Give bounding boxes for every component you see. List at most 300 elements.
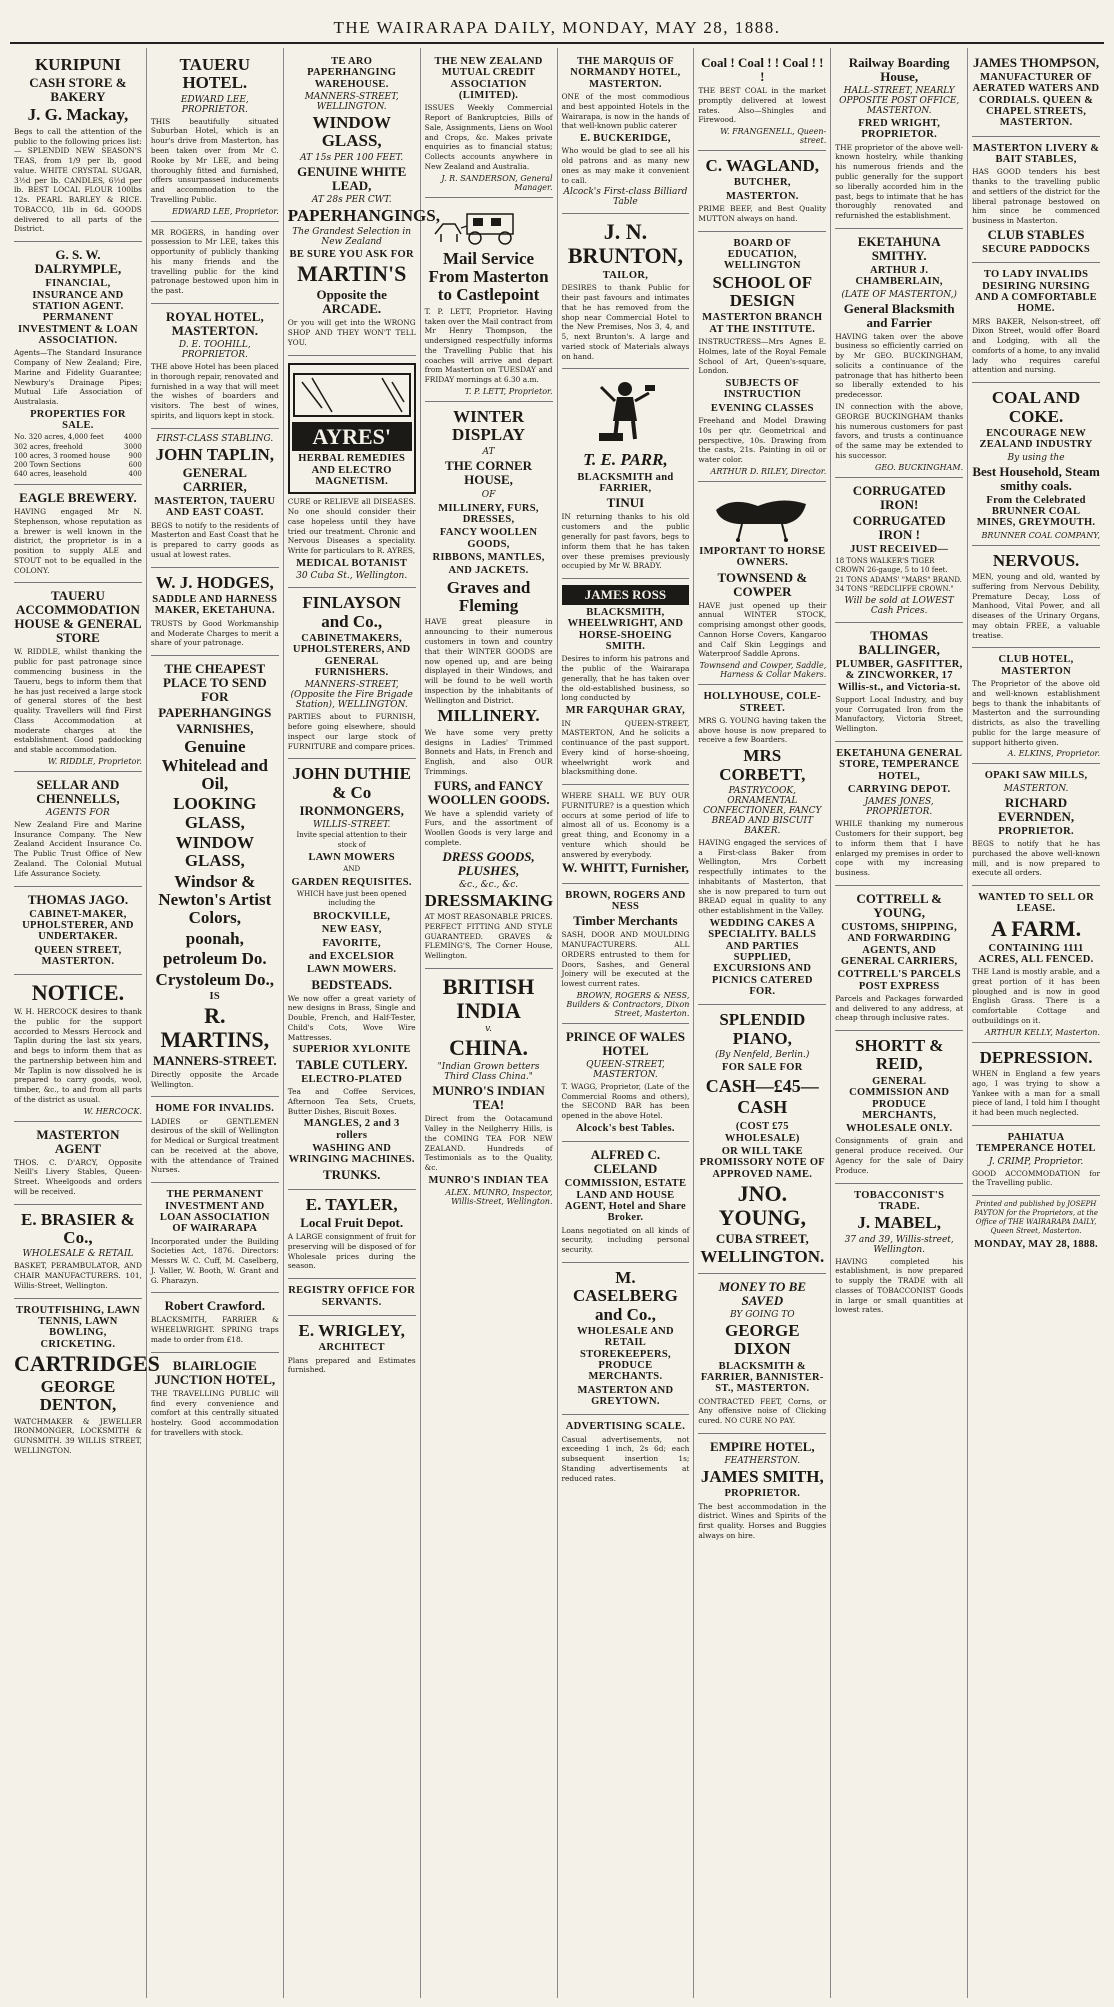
corbett-body: MRS G. YOUNG having taken the above house is now prepared to receive a few Boarders. [698, 715, 827, 745]
ayres-sub: HERBAL REMEDIES AND ELECTRO MAGNETISM. [298, 453, 406, 487]
trout-title: TROUTFISHING, LAWN TENNIS, LAWN BOWLING, CRICKETING. [16, 1304, 140, 1350]
crawford-title: Robert Crawford. [164, 1298, 265, 1314]
saddle-icon [702, 490, 822, 542]
ad-brunton [562, 214, 690, 369]
club-stables: CLUB STABLES [987, 226, 1085, 242]
agent-body: THOS. C. D'ARCY, Opposite Neill's Livery Stables, Queen-Street. Wheelgoods and orders will be received. [14, 1157, 142, 1196]
wagland-body: PRIME BEEF, and Best Quality MUTTON always on hand. [698, 204, 827, 223]
column-8 [968, 48, 1104, 1998]
looking-glass: LOOKING GLASS, [173, 794, 257, 832]
assoc-body: ISSUES Weekly Commercial Report of Bankruptcies, Bills of Sale, Assignments, Liens on Wool and Crops, &c. Makes private enquiries as to financial status; Collects accounts anywhere in New Zealand and Australia. [424, 103, 553, 171]
martins-title: R. MARTINS, [160, 1003, 270, 1052]
furs-title: FURS, and FANCY WOOLLEN GOODS. [427, 777, 550, 807]
cutlery-title: TABLE CUTLERY. [295, 1056, 408, 1072]
martins-big: MARTIN'S [297, 261, 407, 287]
mail-title: Mail Service From Masterton to Castlepoint [428, 248, 549, 305]
mail-body: T. P. LETT, Proprietor. Having taken over the Mail contract from Mr Henry Thompson, the undersigned respectfully informs the Travelling Public that his coaches will arrive and depart from Masterton on TUESDAY and FRIDAY mornings at 6.30 a.m. [424, 306, 553, 385]
ad-dalrymple [14, 242, 142, 485]
ad-depression [972, 1043, 1100, 1126]
wrigley-body: Plans prepared and Estimates furnished. [287, 1355, 416, 1375]
graves-body: HAVE great pleasure in announcing to their numerous customers in town and country that their WINTER GOODS are now opened up, and are being displayed in their Windows, and will be found to be well worth inspection by the inhabitants of Wellington and District. [424, 617, 553, 705]
ad-farm [972, 886, 1100, 1043]
kuripuni-sub: CASH STORE & BAKERY [29, 75, 127, 105]
ad-whitt [562, 785, 690, 883]
coal-body: THE BEST COAL in the market promptly delivered at lowest rates. Also—Shingles and Firewood. [698, 86, 827, 125]
mackay-name: J. G. Mackay, [27, 105, 129, 125]
varnishes: VARNISHES, [176, 721, 254, 737]
finlayson-sub: CABINETMAKERS, UPHOLSTERERS, AND GENERAL FURNISHERS. [292, 632, 411, 678]
coach-icon [429, 206, 549, 246]
farm-body: THE Land is mostly arable, and a great portion of it has been ploughed and is now in good English Grass. There is a comfortable Cottage and outbuildings on it. [972, 967, 1100, 1026]
ad-mutual-credit [425, 50, 553, 198]
coal-coke-best: Best Household, Steam smithy coals. [972, 463, 1100, 493]
chamberlain-body: HAVING taken over the above business so efficiently carried on by Mr GEO. BUCKINGHAM, solicits a continuance of the patronage that has hitherto been so liberally extended to his predecessor. [835, 331, 964, 400]
electro-body: Tea and Coffee Services, Afternoon Tea Sets, Cruets, Butter Dishes, Biscuit Boxes. [287, 1087, 416, 1116]
ad-coal-coke [972, 383, 1100, 545]
ayres-addr: 30 Cuba St., Wellington. [296, 571, 408, 582]
rogers-sub: Timber Merchants [573, 913, 678, 929]
blacksmith-figure-icon [585, 377, 665, 447]
prince-tables: Alcock's best Tables. [576, 1122, 675, 1134]
subjects-title: SUBJECTS OF INSTRUCTION [723, 378, 802, 401]
ad-taueru-accommodation [14, 583, 142, 772]
columns [10, 48, 1104, 1998]
taueru-acc-title: TAUERU ACCOMMODATION HOUSE & GENERAL STORE [14, 588, 142, 646]
corner-title: THE CORNER HOUSE, [445, 457, 533, 487]
ad-dixon [698, 1274, 826, 1434]
window-title: WINDOW GLASS, [312, 112, 391, 151]
whitelead: Genuine Whitelead and Oil, [161, 737, 268, 793]
ad-livery-stables [972, 137, 1100, 264]
ballinger-body: Support Local Industry, and buy your Corrugated Iron from the Manufactory, Victoria Street, Wellington. [835, 694, 964, 734]
ad-opaki-mills [972, 764, 1100, 886]
registry-title: REGISTRY OFFICE FOR SERVANTS. [288, 1285, 416, 1308]
properties-list [14, 433, 142, 478]
cleland-sub: COMMISSION, ESTATE LAND AND HOUSE AGENT, Hotel and Share Broker. [564, 1178, 687, 1224]
chamberlain-late: (LATE OF MASTERTON,) [841, 289, 957, 300]
assoc-title: THE NEW ZEALAND MUTUAL CREDIT ASSOCIATION (LIMITED). [434, 56, 543, 101]
property-row: No. 320 acres, 4,000 feet 4000 [14, 433, 142, 442]
young-sub: CUBA STREET, [715, 1230, 809, 1246]
townsend-sig: Townsend and Cowper, Saddle, Harness & Collar Makers. [699, 661, 827, 680]
cheapest-title: THE CHEAPEST PLACE TO SEND FOR [163, 661, 267, 705]
ad-duthie [288, 759, 416, 1189]
list-item: Invite special attention to their stock of [296, 831, 407, 849]
list-item: WHICH have just been opened including the [296, 890, 407, 908]
masthead [10, 14, 1104, 44]
bedsteads-title: BEDSTEADS. [311, 976, 392, 992]
thompson-sub: MANUFACTURER OF AERATED WATERS AND CORDIALS. QUEEN & CHAPEL STREETS, MASTERTON. [972, 72, 1100, 129]
jago-street: QUEEN STREET, MASTERTON. [34, 944, 122, 967]
hotel-body: THIS beautifully situated Suburban Hotel, which is an hour's drive from Masterton, has been taken over from Mr C. Rooke by Mr LEE, and being thoroughly fitted and furnished, offers unsurpassed inducements and accommodation to the Travelling Public. [150, 116, 279, 204]
mabel-body: HAVING completed his establishment, is now prepared to supply the TRADE with all classes of TOBACCONIST Goods in large or small quantities at lowest rates. [835, 1256, 964, 1315]
cleland-body: Loans negotiated on all kinds of security, including personal security. [561, 1225, 690, 1255]
ad-wrigley [288, 1316, 416, 1382]
trunks: TRUNKS. [322, 1166, 381, 1182]
xylonite-title: SUPERIOR XYLONITE [292, 1044, 411, 1056]
ad-school-of-design [698, 232, 826, 482]
graves-title: Graves and Fleming [446, 577, 531, 616]
dressmaking-title: DRESSMAKING [424, 890, 554, 910]
column-4 [421, 48, 558, 1998]
ayres-box [288, 363, 416, 495]
ad-mail-service [425, 198, 553, 402]
list-item: 18 TONS WALKER'S TIGER CROWN 26-gauge, 5 to 10 feet. [835, 557, 948, 575]
carrying-body: WHILE thanking my numerous Customers for their support, beg to inform them that I have enlarged my premises in order to cope with my increasing business. [835, 819, 964, 878]
paperhangings: PAPERHANGINGS [158, 705, 272, 721]
notice-sig: W. HERCOCK. [83, 1106, 142, 1116]
ad-mabel [835, 1184, 963, 1323]
shortt-sub: GENERAL COMMISSION AND PRODUCE MERCHANTS, [849, 1075, 950, 1121]
normandy-body2: Who would be glad to see all his old patrons and as many new ones as may make it convenient to call. [561, 146, 690, 185]
cottrell-title: COTTRELL & YOUNG, [856, 890, 942, 920]
whittet-body: WHERE SHALL WE BUY OUR FURNITURE? is a question which occurs at some period of life to almost all of us. Economy is a great thing, and Economy in a venture which should be answered by everybody. [561, 791, 690, 859]
corbett-sub: PASTRYCOOK, ORNAMENTAL CONFECTIONER, FANCY BREAD AND BISCUIT BAKER. [703, 785, 822, 836]
coal-coke-title: COAL AND COKE. [991, 388, 1081, 426]
farm-title: A FARM. [991, 915, 1082, 941]
ad-sellar [14, 772, 142, 887]
iron-lines [835, 557, 963, 595]
finlayson-loc: MANNERS-STREET, (Opposite the Fire Brigade Station), WELLINGTON. [290, 680, 413, 711]
ad-cheapest-place [151, 656, 279, 1097]
list-item: FAVORITE, [322, 937, 381, 949]
hotel-title: TAUERU HOTEL. [179, 55, 251, 93]
whittet-name: W. WHITT, Furnisher, [562, 860, 689, 876]
royal-body: THE above Hotel has been placed in thorough repair, renovated and furnished in a way that will meet the wishes of boarders and visitors. The best of wines, spirits, and liquors kept in stock. [150, 362, 279, 420]
carrying: CARRYING DEPOT. [847, 783, 951, 795]
opaki-loc: MASTERTON. [1003, 783, 1069, 794]
ad-finlayson [288, 588, 416, 759]
jago-title: THOMAS JAGO. [27, 891, 129, 907]
taplin-loc: MASTERTON, TAUERU AND EAST COAST. [154, 496, 276, 519]
piano-cost: (COST £75 WHOLESALE) [724, 1121, 800, 1144]
dixon-body: CONTRACTED FEET, Corns, or Any offensive noise of Clicking cured. NO CURE NO PAY. [698, 1396, 827, 1426]
subjects-body: Freehand and Model Drawing 10s per qtr. Geometrical and perspective, 10s. Drawing from the casts, 21s. Painting in oil or water color. [698, 416, 827, 465]
evernden-title: RICHARD EVERNDEN, [997, 794, 1075, 824]
ad-eketahuna-smithy [835, 229, 963, 478]
list-item: LAWN MOWERS. [307, 964, 397, 976]
empire-prop: PROPRIETOR. [724, 1488, 801, 1500]
bedsteads-body: We now offer a great variety of new designs in Brass, Single and Double, French, and Half-Tester, Child's Cots, Wove Wire Mattresses. [287, 993, 416, 1042]
ad-parr [562, 369, 690, 579]
ad-nursing [972, 263, 1100, 383]
advertising-title: ADVERTISING SCALE. [565, 1421, 686, 1433]
windsor-colors: Windsor & Newton's Artist Colors, [158, 871, 272, 928]
thompson-title: JAMES THOMPSON, [972, 55, 1100, 70]
brunton-body: DESIRES to thank Public for their past favours and intimates that he has removed from the shop near Commercial Hotel to the New Premises, Nos 3, 4, and 5, next Brunton's. A large and varied stock of Materials always on hand. [561, 283, 690, 361]
buck-sig: GEO. BUCKINGHAM. [874, 462, 964, 472]
ad-eagle-brewery [14, 485, 142, 583]
ad-wagland [698, 151, 826, 232]
club-secure: SECURE PADDOCKS [982, 243, 1090, 255]
ad-invalids [151, 1097, 279, 1183]
martins-body: Directly opposite the Arcade Wellington. [150, 1069, 279, 1089]
wanted-title: WANTED TO SELL OR LEASE. [978, 892, 1094, 915]
ad-prince-of-wales [562, 1024, 690, 1142]
coal-name: W. FRANGENELL, Queen-street. [720, 127, 827, 146]
empire-body: The best accommodation in the district. Wines and Spirits of the first quality. Horses and Buggies always on hire. [698, 1501, 827, 1540]
buck-body: IN connection with the above, GEORGE BUCKINGHAM thanks his numerous customers for past favors, and trusts a continuance of the same may be extended to his successor. [835, 401, 964, 460]
ross-body: Desires to inform his patrons and the public of the Wairarapa generally, that he has taken over the old-established business, so long conducted by [561, 654, 690, 703]
parr-body: IN returning thanks to his old customers and the public generally for past favors, begs to inform them that he has taken over these premises previously occupied by Mr W. BRADY. [561, 512, 690, 571]
building-title: THE PERMANENT INVESTMENT AND LOAN ASSOCIATION OF WAIRARAPA [159, 1189, 270, 1235]
dalrymple-sub: FINANCIAL, INSURANCE AND STATION AGENT. PERMANENT INVESTMENT & LOAN ASSOCIATION. [18, 278, 138, 346]
ad-thompson [972, 50, 1100, 137]
dalrymple-title: G. S. W. DALRYMPLE, [34, 247, 122, 277]
assoc-sig: J. R. SANDERSON, General Manager. [441, 173, 553, 192]
cottrell-express: COTTRELL'S PARCELS POST EXPRESS [837, 969, 961, 992]
empire-sub: FEATHERSTON. [724, 1455, 801, 1466]
martins-opp: Opposite the ARCADE. [316, 287, 387, 317]
rail-prop: FRED WRIGHT, PROPRIETOR. [858, 118, 941, 141]
column-2 [147, 48, 284, 1998]
denton-title: GEORGE DENTON, [39, 1376, 117, 1415]
prince-sub: QUEEN-STREET, MASTERTON. [586, 1059, 665, 1080]
cleland-title: ALFRED C. CLELAND [590, 1147, 661, 1177]
column-7 [831, 48, 968, 1998]
club-body: HAS GOOD tenders his best thanks to the travelling public and settlers of the district for the liberal patronage bestowed on him since he commenced business in Masterton. [972, 167, 1100, 226]
townsend-body: HAVE just opened up their annual WINTER STOCK, comprising amongst other goods, Cannon Horse Covers, Kangaroo and Calf Skin Leggings and Waterproof Saddle Aprons. [698, 600, 827, 659]
mabel-sub: 37 and 39, Willis-street, Wellington. [844, 1234, 954, 1255]
ad-ross [562, 579, 690, 785]
column-6 [694, 48, 831, 1998]
rail-title: Railway Boarding House, [848, 55, 950, 85]
wh-sub: MANNERS-STREET, WELLINGTON. [304, 91, 399, 112]
ayres-banner-icon [292, 372, 412, 418]
shortt-title: SHORTT & REID, [855, 1036, 944, 1074]
crystoleum: Crystoleum Do., [155, 969, 275, 989]
list-item: MILLINERY, FURS, DRESSES, [438, 502, 539, 526]
tayler-title: E. TAYLER, [305, 1194, 398, 1214]
wagland-title: C. WAGLAND, [705, 156, 820, 176]
tayler-body: A LARGE consignment of fruit for preserving will be disposed of for Wholesale prices during the season. [287, 1232, 416, 1271]
ayres-name: AYRES' [292, 422, 412, 452]
farm-sub: CONTAINING 1111 ACRES, ALL FENCED. [978, 942, 1094, 965]
piano-title: SPLENDID PIANO, [719, 1010, 806, 1048]
board-title: BOARD OF EDUCATION, WELLINGTON [723, 237, 801, 272]
column-5 [558, 48, 695, 1998]
caselberg-sub: WHOLESALE AND RETAIL STOREKEEPERS, PRODUCE MERCHANTS. [576, 1326, 674, 1383]
ad-crawford [151, 1293, 279, 1352]
martins-note: Or you will get into the WRONG SHOP AND THEY WON'T TELL YOU. [287, 318, 416, 347]
window-sub: AT 15s PER 100 FEET. [300, 152, 404, 163]
electro-title: ELECTRO-PLATED [301, 1073, 403, 1085]
ad-kuripuni [14, 50, 142, 242]
tobacco-title: TOBACCONIST'S TRADE. [854, 1189, 945, 1212]
column-3 [284, 48, 440, 1998]
paper-sub: The Grandest Selection in New Zealand [292, 227, 412, 248]
lead-title: GENUINE WHITE LEAD, [297, 163, 407, 193]
holly-title: HOLLYHOUSE, COLE-STREET. [703, 691, 821, 714]
list-item: 34 TONS "REDCLIFFE CROWN." [835, 585, 954, 594]
column-1 [10, 48, 160, 1998]
subjects-sig: ARTHUR D. RILEY, Director. [710, 466, 827, 476]
opaki-title: OPAKI SAW MILLS, [984, 770, 1088, 782]
property-row: 200 Town Sections 600 [14, 460, 142, 469]
mail-sig: T. P. LETT, Proprietor. [464, 386, 553, 396]
royal-sub: D. E. TOOHILL, PROPRIETOR. [178, 340, 251, 361]
finlayson-title: FINLAYSON and Co., [302, 593, 401, 631]
china-v: v. [485, 1024, 492, 1035]
mackay-body: Begs to call the attention of the public to the following prices list:— SPLENDID NEW SEASON'S TEAS, from 1/9 per lb, good value. WHITE CRYSTAL SUGAR, 3½d per lb. CANDLES, 6½d per lb. BEST LOCAL FLOUR 100lbs 12s. PEARL BARLEY & RICE. TOBACCO, 1lb in 6d. GOODS delivered to all parts of the District. [14, 126, 142, 234]
finlayson-body: PARTIES about to FURNISH, before going elsewhere, should inspect our large stock of FURNITURE and compare prices. [287, 712, 416, 751]
notice-body: W. H. HERCOCK desires to thank the public for the support accorded to Messrs Hercock and Taplin during the last six years, and begs to inform them that as the partnership between him and Mr Taplin is now dissolved he is prepared to carry goods, wool, timber, &c., to and from all parts of the district as usual. [14, 1006, 142, 1104]
evernden-prop: PROPRIETOR. [998, 825, 1074, 837]
pahiatua-title: PAHIATUA TEMPERANCE HOTEL [976, 1131, 1096, 1155]
pahiatua-body: GOOD ACCOMMODATION for the Travelling public. [972, 1168, 1100, 1188]
winter-title: WINTER DISPLAY [452, 406, 526, 445]
brasier-title: E. BRASIER & Co., [21, 1209, 135, 1248]
property-row: 100 acres, 3 roomed house 900 [14, 451, 142, 460]
list-item: AND JACKETS. [448, 565, 529, 577]
hotel-sig: EDWARD LEE, Proprietor. [172, 206, 279, 216]
piano-price: CASH—£45—CASH [705, 1076, 819, 1118]
taplin-body: BEGS to notify to the residents of Masterton and East Coast that he is prepared to carry goods as usual at lowest rates. [150, 520, 279, 559]
chamberlain: ARTHUR J. CHAMBERLAIN, [855, 264, 943, 288]
empire-title: EMPIRE HOTEL, [709, 1438, 815, 1454]
ad-rogers [151, 222, 279, 304]
ad-caselberg [562, 1263, 690, 1415]
ballinger-sub: PLUMBER, GASFITTER, & ZINCWORKER, 17 Willis-st., and Victoria-st. [835, 658, 963, 693]
munro-sig: ALEX. MUNRO, Inspector, Willis-Street, Wellington. [445, 1188, 553, 1207]
china-sub: CHINA. [449, 1035, 528, 1061]
furs-body: We have a splendid variety of Furs, and the assortment of Woollen Goods is very large and complete. [424, 808, 553, 847]
ad-nervous [972, 546, 1100, 649]
ad-hodges [151, 568, 279, 656]
ross-sub: BLACKSMITH, WHEELWRIGHT, AND HORSE-SHOEING SMITH. [567, 607, 684, 653]
millinery-body: We have some very pretty designs in Ladies' Trimmed Bonnets and Hats, in French and English, and also OUR Trimmings. [424, 727, 553, 776]
ad-advertising-scale [562, 1415, 690, 1490]
rogers-sig: BROWN, ROGERS & NESS, Builders & Contractors, Dixon Street, Masterton. [566, 990, 690, 1018]
ad-brasier [14, 1205, 142, 1299]
corbett-title: MRS CORBETT, [719, 746, 806, 784]
school-sub: MASTERTON BRANCH AT THE INSTITUTE. [702, 312, 823, 335]
ad-denton [14, 1299, 160, 1463]
wh-title: TE ARO PAPERHANGING WAREHOUSE. [307, 56, 397, 90]
ad-townsend [698, 482, 826, 685]
ballinger-title: THOMAS BALLINGER, [858, 627, 940, 657]
prince-title: PRINCE OF WALES HOTEL [565, 1028, 686, 1058]
brunton-title: J. N. BRUNTON, [567, 219, 683, 269]
rail-sub: HALL-STREET, NEARLY OPPOSITE POST OFFICE, MASTERTON. [839, 86, 960, 117]
caselberg-loc: MASTERTON AND GREYTOWN. [577, 1384, 674, 1407]
nervous-body: MEN, young and old, wanted by suffering from Nervous Debility, Premature Decay, Loss of Manhood, Vital Power, and all diseases of the Urinary Organs, may obtain FREE, a valuable treatise. [972, 571, 1100, 640]
ad-winter-display [425, 402, 553, 969]
duthie-loc: WILLIS-STREET. [312, 820, 391, 831]
taplin-sub: FIRST-CLASS STABLING. [156, 433, 274, 444]
notice-title: NOTICE. [31, 980, 125, 1006]
ad-piano [698, 1005, 826, 1274]
piano-maker: (By Nenfeld, Berlin.) [715, 1050, 810, 1061]
wrigley-title: E. WRIGLEY, [298, 1320, 405, 1340]
ad-pahiatua [972, 1126, 1100, 1196]
brasier-sub: WHOLESALE & RETAIL [22, 1249, 134, 1260]
coal-coke-body: By using the [1007, 452, 1065, 463]
properties-title: PROPERTIES FOR SALE. [30, 408, 126, 432]
nursing-body: MRS BAKER, Nelson-street, off Dixon Street, would offer Board and Lodging, with all the comforts of a home, to any invalid lady who requires careful attention and nursing. [972, 316, 1100, 375]
school-title: SCHOOL OF DESIGN [712, 272, 813, 311]
caselberg-title: M. CASELBERG and Co., [573, 1267, 678, 1324]
ross-name: MR FARQUHAR GRAY, [565, 705, 686, 717]
duthie-title: JOHN DUTHIE & Co [292, 764, 411, 802]
mangles: MANGLES, 2 and 3 rollers [303, 1118, 400, 1141]
china-quote: "Indian Grown betters Third Class China." [437, 1062, 540, 1083]
eagle-title: EAGLE BREWERY. [19, 489, 137, 505]
wagland-loc: MASTERTON. [725, 190, 799, 202]
list-item: 21 TONS ADAMS' "MARS" BRAND. [835, 575, 962, 584]
rail-body: THE proprietor of the above well-known hostelry, while thanking his numerous friends and the public generally for the support so liberally accorded him in the past, begs to intimate that he has thoroughly renovated and refurnished the establishment. [835, 142, 964, 221]
rogers-body: SASH, DOOR AND MOULDING MANUFACTURERS. ALL ORDERS entrusted to them for Doors, Sashes, and General Joinery will be executed at the lowest current rates. [561, 930, 690, 989]
china-title: BRITISH INDIA [442, 973, 535, 1023]
lead-sub: AT 28s PER CWT. [311, 194, 392, 205]
ad-royal-hotel [151, 304, 279, 429]
hotel-sub: EDWARD LEE, PROPRIETOR. [180, 94, 249, 115]
jago-sub: CABINET-MAKER, UPHOLSTERER, AND UNDERTAKER. [22, 908, 134, 943]
ad-munro-tea [425, 969, 553, 1211]
printer-body: Printed and published by JOSEPH PAYTON for the Proprietors, at the Office of THE WAIRARAPA DAILY, Queen Street, Masterton. [974, 1200, 1098, 1236]
sellar-sub: AGENTS FOR [46, 807, 110, 818]
invalids-title: HOME FOR INVALIDS. [155, 1103, 275, 1115]
coal-coke-sig: BRUNNER COAL COMPANY, [981, 530, 1100, 540]
ad-corrugated-iron [835, 478, 963, 623]
parr-sub: BLACKSMITH and FARRIER, [577, 471, 674, 495]
nervous-title: NERVOUS. [992, 550, 1080, 570]
hodges-title: W. J. HODGES, [155, 572, 274, 592]
taueru-acc-sig: W. RIDDLE, Proprietor. [47, 756, 142, 766]
brasier-body: BASKET, PERAMBULATOR, AND CHAIR MANUFACTURERS. 101, Willis-Street, Wellington. [14, 1261, 142, 1290]
millinery-title: MILLINERY. [437, 706, 540, 726]
martins-sub: MANNERS-STREET. [152, 1052, 277, 1068]
ad-building-society [151, 1183, 279, 1293]
normandy-name: E. BUCKERIDGE, [580, 133, 671, 145]
ad-jago [14, 887, 142, 976]
ad-corbett [698, 685, 826, 1005]
list-item: FANCY WOOLLEN GOODS, [439, 527, 538, 550]
dress-etc: &c., &c., &c. [458, 879, 519, 890]
townsend-title: TOWNSEND & COWPER [717, 569, 808, 599]
list-item: OF [481, 489, 496, 500]
ad-railway-boarding [835, 50, 963, 229]
ad-cottrell [835, 886, 963, 1031]
list-item: AND [343, 865, 361, 874]
winter-at: AT [482, 446, 495, 457]
list-item: NEW EASY, [321, 924, 382, 936]
prince-body: T. WAGG, Proprietor, (Late of the Commercial Rooms and others), the SECOND BAR has been opened in the above Hotel. [561, 1081, 690, 1121]
brunton-sub: TAILOR, [602, 269, 649, 281]
coal-title: Coal ! Coal ! ! Coal ! ! ! [701, 55, 824, 85]
hodges-sub: SADDLE AND HARNESS MAKER, EKETAHUNA. [152, 594, 278, 617]
ad-cleland [562, 1142, 690, 1263]
rogers-body: MR ROGERS, in handing over possession to Mr LEE, takes this opportunity of publicly thanking his many friends and the travelling public for the kind patronage bestowed upon him in the past. [150, 227, 279, 296]
ad-club-hotel [972, 648, 1100, 764]
munro-body: Direct from the Ootacamund Valley in the Neilgherry Hills, is the COMING TEA FOR NEW ZEALAND. Hundreds of Testimonials as to the Quality, &c. [424, 1114, 553, 1173]
list-item: RIBBONS, MANTLES, [432, 552, 545, 564]
shortt-loc: WHOLESALE ONLY. [845, 1123, 953, 1135]
dixon-title: GEORGE DIXON [725, 1320, 800, 1359]
munro-hotel: MUNRO'S INDIAN TEA [428, 1174, 549, 1186]
cottrell-sub: CUSTOMS, SHIPPING, AND FORWARDING AGENTS, AND GENERAL CARRIERS, [840, 921, 958, 967]
duthie-lines [288, 831, 416, 975]
ad-registry [288, 1279, 416, 1316]
coal-coke-sub: ENCOURAGE NEW ZEALAND INDUSTRY [979, 427, 1093, 451]
evernden-body: BEGS to notify that he has purchased the above well-known mill, and is now prepared to execute all orders. [972, 839, 1100, 878]
poonah: poonah, [185, 928, 244, 948]
ad-shortt-reid [835, 1031, 963, 1183]
dixon-tag: MONEY TO BE SAVED [718, 1278, 807, 1308]
ad-taplin [151, 429, 279, 568]
list-item: BROCKVILLE, [313, 910, 391, 922]
property-row: 640 acres, leasehold 400 [14, 469, 142, 478]
